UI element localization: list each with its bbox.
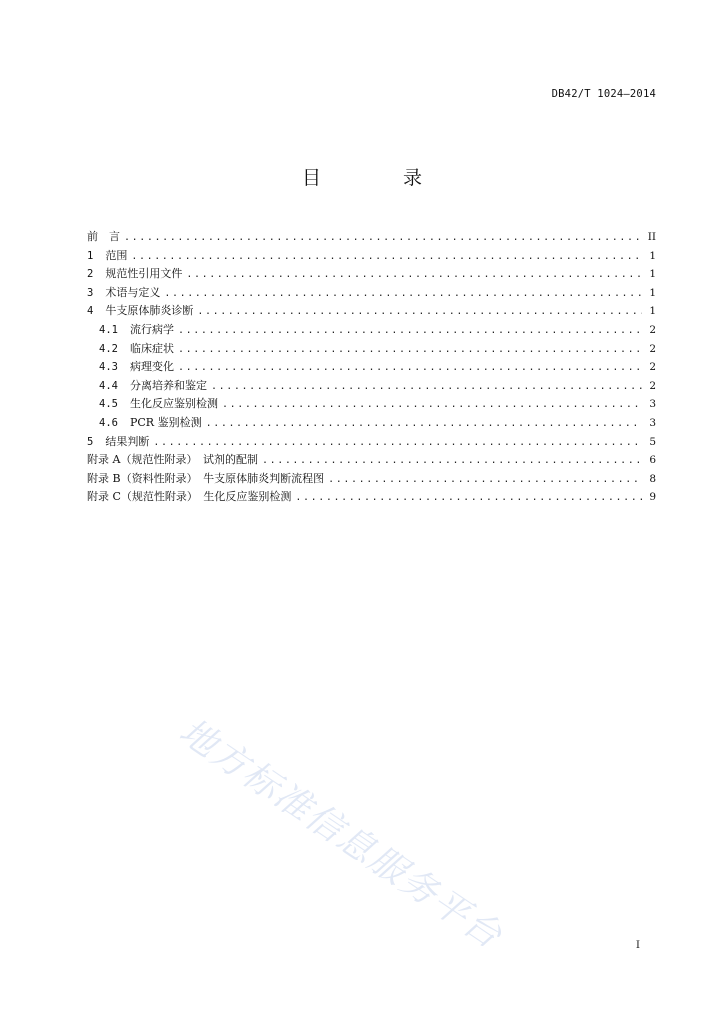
toc-entry-page: 8 — [649, 472, 656, 485]
toc-entry-label: 流行病学 — [129, 322, 174, 336]
toc-entry[interactable] — [87, 340, 656, 359]
toc-dot-leader — [178, 322, 642, 341]
toc-entry-number: 3 — [87, 286, 94, 299]
toc-entry-number: 4.6 — [99, 416, 118, 429]
toc-entry-label: 结果判断 — [105, 434, 150, 448]
toc-entry[interactable] — [87, 451, 656, 470]
toc-entry-label: 附录 C（规范性附录） 生化反应鉴别检测 — [87, 490, 292, 504]
toc-entry-number: 4.5 — [99, 398, 118, 411]
toc-entry[interactable] — [87, 228, 656, 247]
toc-entry[interactable] — [87, 395, 656, 414]
toc-entry-page: II — [647, 231, 656, 243]
toc-entry-label: 术语与定义 — [105, 285, 161, 299]
toc-entry[interactable] — [87, 488, 656, 507]
page-number: I — [635, 939, 640, 951]
toc-entry[interactable] — [87, 247, 656, 266]
toc-entry-page: 2 — [649, 323, 656, 336]
toc-entry-page: 3 — [649, 416, 656, 429]
toc-entry-label: 规范性引用文件 — [105, 267, 183, 281]
toc-entry-page: 2 — [649, 379, 656, 392]
toc-entry-label: 附录 A（规范性附录） 试剂的配制 — [87, 453, 258, 467]
toc-entry-page: 2 — [649, 342, 656, 355]
toc-entry-label: 前 言 — [87, 230, 120, 243]
toc-entry-label: PCR 鉴别检测 — [129, 415, 202, 429]
toc-dot-leader — [178, 341, 642, 360]
document-code: DB42/T 1024—2014 — [551, 88, 656, 100]
table-of-contents — [87, 228, 656, 507]
toc-dot-leader — [153, 434, 642, 453]
toc-entry[interactable] — [87, 302, 656, 321]
toc-entry[interactable] — [87, 321, 656, 340]
toc-entry-label: 病理变化 — [129, 360, 174, 374]
toc-entry-page: 2 — [649, 361, 656, 374]
toc-entry[interactable] — [87, 414, 656, 433]
toc-dot-leader — [295, 489, 642, 508]
toc-entry[interactable] — [87, 284, 656, 303]
toc-entry-page: 1 — [649, 249, 656, 262]
toc-entry-page: 1 — [649, 286, 656, 299]
toc-dot-leader — [222, 396, 642, 415]
toc-entry[interactable] — [87, 358, 656, 377]
toc-entry-label: 生化反应鉴别检测 — [129, 397, 218, 411]
toc-dot-leader — [328, 471, 642, 490]
toc-entry[interactable] — [87, 265, 656, 284]
toc-entry-label: 范围 — [105, 248, 128, 262]
toc-entry-number: 2 — [87, 268, 94, 281]
toc-dot-leader — [164, 285, 642, 304]
toc-dot-leader — [262, 452, 642, 471]
toc-entry-number: 4.1 — [99, 323, 118, 336]
toc-dot-leader — [197, 303, 642, 322]
toc-entry-page: 1 — [649, 268, 656, 281]
toc-entry-page: 9 — [649, 491, 656, 504]
toc-entry-label: 牛支原体肺炎诊断 — [105, 304, 194, 318]
toc-entry-label: 附录 B（资料性附录） 牛支原体肺炎判断流程图 — [87, 471, 325, 485]
toc-entry-number: 4.3 — [99, 361, 118, 374]
toc-entry-page: 6 — [649, 454, 656, 467]
toc-entry-number: 4 — [87, 305, 94, 318]
toc-entry-page: 1 — [649, 305, 656, 318]
toc-entry-page: 5 — [649, 435, 656, 448]
toc-entry-number: 4.4 — [99, 379, 118, 392]
toc-entry-number: 4.2 — [99, 342, 118, 355]
toc-entry[interactable] — [87, 377, 656, 396]
toc-entry-page: 3 — [649, 398, 656, 411]
toc-entry-label: 临床症状 — [129, 341, 174, 355]
toc-dot-leader — [124, 229, 642, 248]
toc-entry[interactable] — [87, 433, 656, 452]
toc-entry-number: 5 — [87, 435, 94, 448]
page-title: 目 录 — [301, 167, 461, 189]
toc-dot-leader — [211, 378, 642, 397]
toc-dot-leader — [206, 415, 642, 434]
toc-dot-leader — [131, 248, 642, 267]
toc-dot-leader — [186, 266, 642, 285]
toc-entry-number: 1 — [87, 249, 94, 262]
toc-dot-leader — [178, 359, 642, 378]
toc-entry[interactable] — [87, 470, 656, 489]
watermark: 地方标准信息服务平台 — [171, 710, 510, 958]
toc-entry-label: 分离培养和鉴定 — [129, 378, 207, 392]
